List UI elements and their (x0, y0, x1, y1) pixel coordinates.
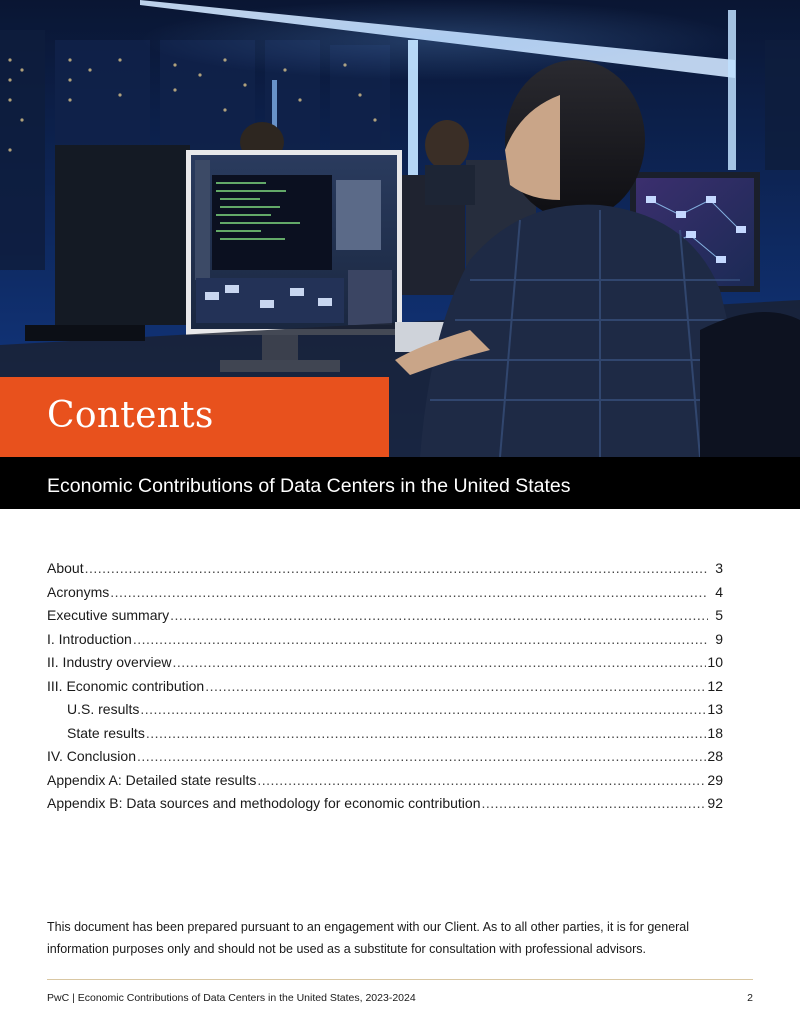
footer-text: PwC | Economic Contributions of Data Centers in the United States, 2023-2024 (47, 992, 416, 1004)
subtitle-band (0, 457, 800, 509)
disclaimer-text: This document has been prepared pursuant to an engagement with our Client. As to all other parties, it is for general information purposes only and should not be used as a substitute for consultation with professional advisors. (47, 920, 690, 956)
toc-entry-page: 18 (707, 724, 723, 741)
toc-entry-page: 13 (707, 701, 723, 717)
toc-entry-label: III. Economic contribution (47, 677, 205, 694)
toc-entry-label: Acronyms (47, 583, 110, 600)
toc-entry-label: Executive summary (47, 607, 170, 623)
toc-entry-label: II. Industry overview (47, 654, 172, 670)
toc-entry[interactable] (47, 583, 723, 607)
toc-entry-label: Appendix B: Data sources and methodology for economic contribution (47, 795, 481, 811)
toc-entry[interactable] (47, 771, 723, 795)
toc-entry-page: 9 (715, 630, 723, 647)
page-title: Contents (47, 395, 214, 436)
table-of-contents (47, 559, 723, 818)
toc-entry-page: 29 (707, 771, 723, 788)
toc-dot-leader (146, 724, 707, 742)
toc-dot-leader (110, 583, 708, 601)
toc-entry-page: 5 (715, 607, 723, 623)
toc-entry[interactable] (47, 724, 723, 748)
toc-dot-leader (205, 677, 706, 695)
toc-dot-leader (137, 747, 706, 765)
toc-entry[interactable] (47, 653, 723, 677)
toc-entry-label: Appendix A: Detailed state results (47, 771, 257, 788)
toc-entry[interactable] (47, 794, 723, 818)
toc-entry[interactable] (47, 677, 723, 701)
toc-dot-leader (140, 700, 706, 718)
title-block (0, 377, 389, 457)
toc-entry[interactable] (47, 606, 723, 630)
toc-dot-leader (170, 606, 708, 624)
report-subtitle: Economic Contributions of Data Centers in the United States (47, 475, 571, 497)
toc-entry[interactable] (47, 630, 723, 654)
toc-entry[interactable] (47, 559, 723, 583)
toc-entry-page: 3 (715, 560, 723, 576)
toc-entry-page: 4 (715, 583, 723, 600)
toc-entry-page: 12 (707, 677, 723, 694)
toc-entry-page: 28 (707, 748, 723, 764)
toc-entry-label: I. Introduction (47, 630, 132, 647)
toc-entry-label: State results (67, 724, 145, 741)
toc-dot-leader (481, 794, 706, 812)
toc-entry-page: 10 (707, 654, 723, 670)
toc-entry-label: About (47, 560, 84, 576)
toc-dot-leader (257, 771, 706, 789)
toc-entry[interactable] (47, 700, 723, 724)
toc-entry-label: IV. Conclusion (47, 748, 136, 764)
toc-entry[interactable] (47, 747, 723, 771)
toc-dot-leader (133, 630, 708, 648)
footer-page-number: 2 (747, 992, 753, 1004)
toc-entry-page: 92 (707, 795, 723, 811)
footer-divider (47, 979, 753, 980)
toc-dot-leader (173, 653, 707, 671)
toc-entry-label: U.S. results (67, 701, 140, 717)
toc-dot-leader (85, 559, 708, 577)
